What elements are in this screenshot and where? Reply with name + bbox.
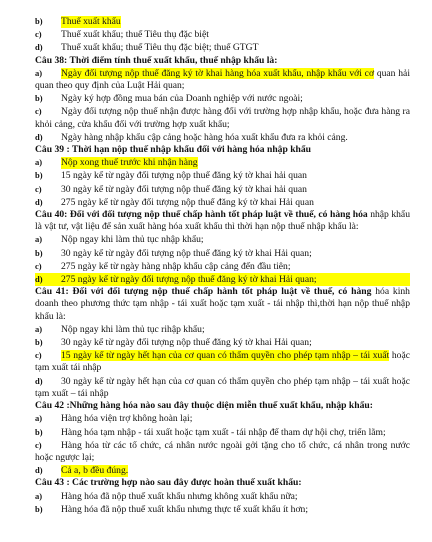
answer-option <box>35 464 410 477</box>
answer-option <box>35 323 410 336</box>
option-text-continued: quan hải quan theo quy định của Luật Hải quan; <box>35 67 410 92</box>
option-marker: d) <box>35 465 43 476</box>
question-text-continued: nhập khẩu là vật tư, vật liệu để sản xuất hàng hóa xuất khẩu thì thời hạn nộp thuế nhập khẩu là: <box>35 209 410 233</box>
option-text: 30 ngày kể từ ngày đối tượng nộp thuế đăng ký tờ khai Hải quan; <box>61 337 312 349</box>
option-text: Hàng hóa từ các tổ chức, cá nhân nước ngoài gởi tặng cho tổ chức, cá nhân trong nước hoặc ngược lại; <box>35 439 410 463</box>
answer-option <box>35 336 410 349</box>
answer-option <box>35 156 410 169</box>
option-marker: a) <box>35 413 43 424</box>
option-marker: b) <box>35 170 43 181</box>
answer-option <box>35 28 410 41</box>
option-marker: d) <box>35 42 43 53</box>
answer-option <box>35 439 410 464</box>
answer-option <box>35 196 410 209</box>
option-text-highlighted: 15 ngày kể từ ngày hết hạn của cơ quan có thẩm quyền cho phép tạm nhập – tái xuất <box>61 350 390 362</box>
option-text-continued: hoặc tạm xuất tái nhập <box>35 350 410 374</box>
option-text: Nộp ngay khi làm thủ tục nhập khẩu; <box>61 234 204 246</box>
option-text: 30 ngày kể từ ngày đối tượng nộp thuế đăng ký tờ khai hải quan <box>61 183 307 195</box>
option-marker: b) <box>35 93 43 104</box>
option-marker: d) <box>35 375 43 386</box>
option-marker: c) <box>35 106 42 117</box>
answer-option <box>35 233 410 246</box>
answer-option <box>35 41 410 54</box>
option-text-highlighted: Ngày đối tượng nộp thuế đăng ký tờ khai hàng hóa xuất khẩu, nhập khẩu với cơ <box>61 67 375 79</box>
option-marker: c) <box>35 260 42 271</box>
option-text: 275 ngày kể từ ngày hàng nhập khẩu cập cảng đến đầu tiên; <box>61 260 291 272</box>
answer-option <box>35 426 410 439</box>
answer-option <box>35 247 410 260</box>
answer-option <box>35 67 410 92</box>
question-text: Câu 40: Đối với đối tượng nộp thuế chấp hành tốt pháp luật về thuế, có hàng hóa <box>35 209 368 221</box>
option-text: 30 ngày kể từ ngày hết hạn của cơ quan có thẩm quyền cho phép tạm nhập – tái xuất hoặc tạm xuất – tái nhập <box>35 375 410 399</box>
answer-option <box>35 131 410 144</box>
option-text: Nộp ngay khi làm thủ tục rihập khẩu; <box>61 323 205 335</box>
answer-option <box>35 273 410 286</box>
option-marker: b) <box>35 503 43 514</box>
option-text: Thuế xuất khẩu <box>61 16 121 27</box>
option-text: Ngày hàng nhập khẩu cập cảng hoặc hàng hóa xuất khẩu đưa ra khỏi cảng. <box>61 131 348 143</box>
option-text: Hàng hóa đã nộp thuế xuất khẩu nhưng không xuất khẩu nữa; <box>61 490 298 502</box>
question-heading <box>35 209 410 233</box>
question-text-continued: hóa kinh doanh theo phương thức tạm nhập - tái xuất hoặc tạm xuất - tái nhập thì,thời hạn nộp thuế nhập khẩu là: <box>35 286 410 322</box>
option-text: Ngày ký hợp đồng mua bán của Doanh nghiệp với nước ngoài; <box>61 93 303 105</box>
option-marker: c) <box>35 439 42 450</box>
answer-option <box>35 15 410 28</box>
question-heading <box>35 400 410 412</box>
option-marker: a) <box>35 323 43 334</box>
answer-option <box>35 490 410 503</box>
answer-option <box>35 412 410 425</box>
answer-option <box>35 260 410 273</box>
answer-option <box>35 503 410 516</box>
option-marker: d) <box>35 196 43 207</box>
option-text: Hàng hóa viện trợ không hoàn lại; <box>61 413 193 425</box>
option-text: Thuế xuất khẩu; thuế Tiêu thụ đặc biệt <box>61 29 209 41</box>
question-text: Câu 42 :Những hàng hóa nào sau đây thuộc diện miễn thuế xuất khẩu, nhập khẩu: <box>35 400 373 412</box>
answer-option <box>35 349 410 374</box>
question-heading <box>35 477 410 489</box>
option-text: 30 ngày kể từ ngày đối tượng nộp thuế đăng ký tờ khai Hải quan; <box>61 247 312 259</box>
question-text: Câu 43 : Các trường hợp nào sau đây được hoàn thuế xuất khẩu: <box>35 477 302 489</box>
question-text: Câu 38: Thời điểm tính thuế xuất khẩu, thuế nhập khẩu là: <box>35 54 278 66</box>
question-heading <box>35 286 410 323</box>
question-text: Câu 39 : Thời hạn nộp thuế nhập khẩu đối với hàng hóa nhập khẩu <box>35 144 312 156</box>
option-marker: a) <box>35 67 43 78</box>
option-marker: d) <box>35 131 43 142</box>
option-marker: c) <box>35 183 42 194</box>
option-marker: c) <box>35 29 42 40</box>
option-marker: d) <box>35 274 43 285</box>
option-text: Nộp xong thuế trước khi nhận hàng <box>61 157 198 169</box>
option-marker: a) <box>35 490 43 501</box>
option-text: Hàng hóa tạm nhập - tái xuất hoặc tạm xuất - tái nhập để tham dự hội chợ, triển lãm; <box>61 426 386 438</box>
option-text: 275 ngày kể từ ngày đối tượng nộp thuế đăng ký tờ khai Hải quan <box>61 196 314 208</box>
answer-option <box>35 183 410 196</box>
option-text: 275 ngày kể từ ngày đối tượng nộp thuế đăng ký tờ khai Hải quan; <box>61 274 317 286</box>
option-marker: b) <box>35 337 43 348</box>
option-text: 15 ngày kể từ ngày đối tượng nộp thuế đăng ký tờ khai hải quan <box>61 170 307 182</box>
answer-option <box>35 375 410 400</box>
option-marker: c) <box>35 350 42 361</box>
option-text: Thuế xuất khẩu; thuế Tiêu thụ đặc biệt; thuế GTGT <box>61 42 259 54</box>
option-text: Hàng hóa đã nộp thuế xuất khẩu nhưng thực tế xuất khẩu ít hơn; <box>61 503 309 515</box>
question-heading <box>35 144 410 156</box>
answer-option <box>35 105 410 130</box>
option-marker: a) <box>35 157 43 168</box>
option-marker: b) <box>35 426 43 437</box>
option-marker: b) <box>35 247 43 258</box>
question-text: Câu 41: Đối với đối tượng nộp thuế chấp hành tốt pháp luật về thuế, có hàng <box>35 286 372 298</box>
option-text: Cả a, b đều đúng. <box>61 465 129 477</box>
option-marker: a) <box>35 234 43 245</box>
option-text: Ngày đối tượng nộp thuế nhận được hàng đối với trường hợp nhập khẩu, hoặc đưa hàng ra khỏi cảng, cửa khẩu đối với trường hợp xuất khẩu; <box>35 106 410 130</box>
option-marker: b) <box>35 16 43 26</box>
answer-option <box>35 169 410 182</box>
answer-option <box>35 92 410 105</box>
question-heading <box>35 55 410 67</box>
